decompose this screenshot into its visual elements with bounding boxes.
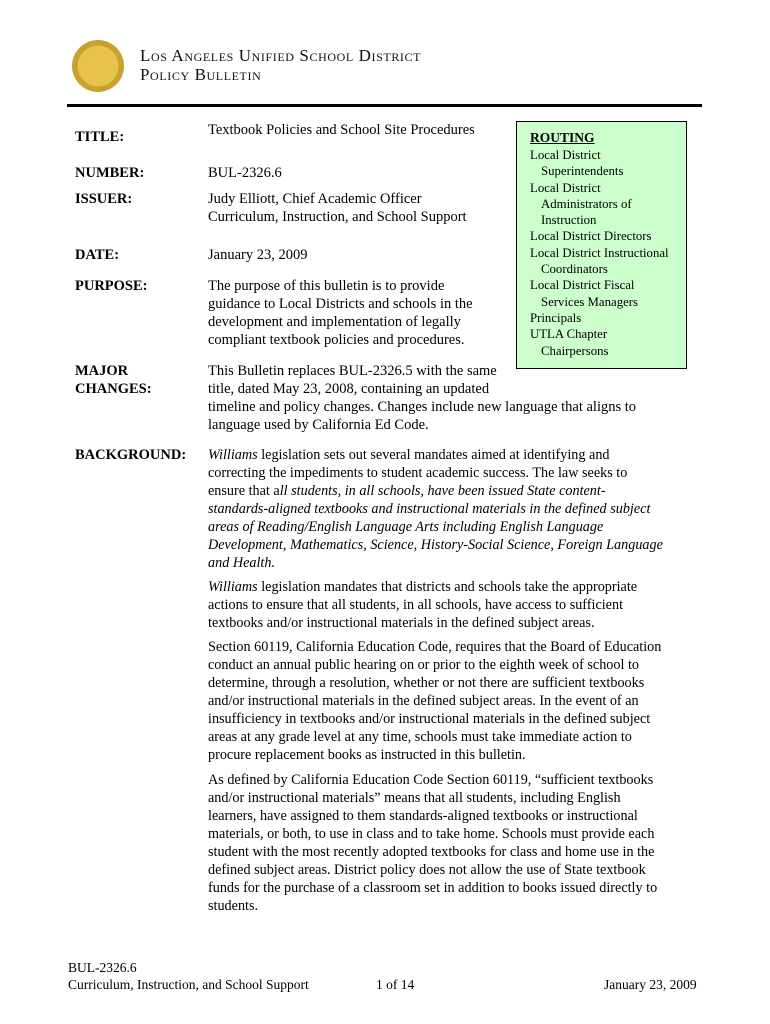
date-value: January 23, 2009: [208, 247, 308, 263]
text-run: Section 60119, California Education Code, requires that the Board of Education: [208, 639, 662, 655]
paragraph-line: [208, 674, 700, 692]
paragraph-line: [208, 746, 700, 764]
paragraph-line: [208, 536, 700, 554]
text-run: student with the most recently adopted textbooks for class and home use in the: [208, 844, 655, 860]
paragraph-line: [208, 728, 700, 746]
text-run: actions to ensure that all students, in all schools, have access to sufficient: [208, 597, 624, 613]
purpose-text: [208, 277, 473, 349]
paragraph-line: [208, 554, 700, 572]
routing-item: [530, 326, 678, 359]
routing-item-line: UTLA Chapter: [530, 327, 608, 342]
text-run: students.: [208, 898, 259, 914]
routing-title: ROUTING: [530, 130, 595, 145]
number-label: NUMBER:: [75, 165, 145, 181]
text-run: procure replacement books as instructed in this bulletin.: [208, 747, 526, 763]
italic-text-run: and Health.: [208, 555, 275, 571]
routing-item: [530, 245, 678, 278]
title-value: Textbook Policies and School Site Procedures: [208, 122, 475, 138]
background-paragraph-4: [208, 771, 700, 915]
paragraph-line: [208, 518, 700, 536]
footer-division: Curriculum, Instruction, and School Support: [68, 977, 309, 992]
routing-item-line: Local District Directors: [530, 229, 652, 244]
major-line: language used by California Ed Code.: [208, 417, 429, 433]
paragraph-line: [208, 464, 700, 482]
paragraph-line: [208, 843, 700, 861]
purpose-line: guidance to Local Districts and schools in the: [208, 296, 473, 312]
purpose-line: development and implementation of legally: [208, 314, 461, 330]
major-changes-label: [75, 362, 152, 398]
routing-item: [530, 277, 678, 310]
paragraph-line: [208, 692, 700, 710]
paragraph-line: [208, 807, 700, 825]
issuer-value: [208, 190, 467, 226]
routing-item-line: Local District: [530, 148, 601, 162]
paragraph-line: [208, 789, 700, 807]
routing-item-line: Local District: [530, 180, 601, 195]
routing-item-line: Chairpersons: [541, 343, 609, 358]
text-run: As defined by California Education Code Section 60119, “sufficient textbooks: [208, 772, 654, 788]
paragraph-line: [208, 656, 700, 674]
text-run: materials, or both, to use in class and to take home. Schools must provide each: [208, 826, 655, 842]
footer-date: January 23, 2009: [604, 977, 697, 992]
paragraph-line: [208, 446, 700, 464]
text-run: textbooks and/or instructional materials in the defined subject areas.: [208, 615, 595, 631]
routing-item-line: Coordinators: [541, 262, 608, 277]
paragraph-line: [208, 500, 700, 518]
footer-page-number: 1 of 14: [376, 977, 415, 992]
paragraph-line: [208, 825, 700, 843]
text-run: ensure that a: [208, 483, 280, 499]
district-seal-logo: [72, 40, 124, 92]
purpose-line: compliant textbook policies and procedures.: [208, 332, 465, 348]
major-label-line: MAJOR: [75, 363, 129, 379]
italic-text-run: Development, Mathematics, Science, History-Social Science, Foreign Language: [208, 537, 663, 553]
routing-item: [530, 228, 678, 244]
text-run: and/or instructional materials” means that all students, including English: [208, 790, 621, 806]
text-run: and/or instructional materials in the defined subject areas. In the event of an: [208, 693, 639, 709]
document-header: [140, 46, 421, 84]
routing-item-line: Services Managers: [541, 294, 639, 309]
number-value: BUL-2326.6: [208, 165, 282, 181]
routing-item-line: Administrators of: [541, 196, 632, 211]
paragraph-line: [208, 482, 700, 500]
text-run: defined subject areas. District policy does not allow the use of State textbook: [208, 862, 646, 878]
text-run: learners, have assigned to them standards-aligned textbooks or instructional: [208, 808, 638, 824]
italic-text-run: Williams: [208, 447, 258, 463]
paragraph-line: [208, 861, 700, 879]
text-run: conduct an annual public hearing on or prior to the eighth week of school to: [208, 657, 640, 673]
major-line: timeline and policy changes. Changes include new language that aligns to: [208, 399, 637, 415]
text-run: legislation mandates that districts and schools take the appropriate: [257, 579, 638, 595]
header-divider: [67, 104, 702, 107]
routing-item: [530, 147, 678, 180]
text-run: funds for the purchase of a classroom set in addition to books issued directly to: [208, 880, 658, 896]
title-label: TITLE:: [75, 129, 125, 145]
background-paragraph-3: [208, 638, 700, 764]
paragraph-line: [208, 596, 700, 614]
routing-item: [530, 180, 678, 229]
paragraph-line: [208, 771, 700, 789]
paragraph-line: [208, 897, 700, 915]
date-label: DATE:: [75, 247, 120, 263]
routing-item-line: Instruction: [541, 213, 597, 228]
major-label-line: CHANGES:: [75, 381, 152, 397]
purpose-label: PURPOSE:: [75, 278, 148, 294]
footer-bulletin-number: BUL-2326.6: [68, 960, 137, 975]
purpose-line: The purpose of this bulletin is to provide: [208, 278, 445, 294]
routing-item-line: Local District Instructional: [530, 245, 669, 260]
bulletin-type: Policy Bulletin: [140, 65, 262, 84]
text-run: legislation sets out several mandates aimed at identifying and: [257, 447, 610, 463]
routing-item: [530, 310, 678, 326]
issuer-name: Judy Elliott, Chief Academic Officer: [208, 191, 422, 207]
italic-text-run: areas of Reading/English Language Arts including English Language: [208, 519, 604, 535]
paragraph-line: [208, 879, 700, 897]
issuer-division: Curriculum, Instruction, and School Support: [208, 209, 467, 225]
paragraph-line: [208, 710, 700, 728]
italic-text-run: ll students, in all schools, have been issued State content-: [279, 483, 606, 499]
background-paragraph-2: [208, 578, 700, 632]
paragraph-line: [208, 614, 700, 632]
text-run: correcting the impediments to student academic success. The law seeks to: [208, 465, 628, 481]
org-name: Los Angeles Unified School District: [140, 46, 422, 65]
routing-list: [530, 147, 678, 359]
routing-item-line: Principals: [530, 310, 582, 325]
issuer-label: ISSUER:: [75, 191, 133, 207]
text-run: determine, through a resolution, whether or not there are sufficient textbooks: [208, 675, 645, 691]
major-changes-text: [208, 362, 636, 434]
paragraph-line: [208, 638, 700, 656]
paragraph-line: [208, 578, 700, 596]
italic-text-run: standards-aligned textbooks and instructional materials in the defined subject: [208, 501, 651, 517]
background-paragraph-1: [208, 446, 700, 572]
routing-box: [516, 121, 687, 369]
text-run: areas at any grade level at any time, schools must take immediate action to: [208, 729, 632, 745]
routing-item-line: Local District Fiscal: [530, 278, 635, 293]
routing-item-line: Superintendents: [541, 164, 624, 179]
italic-text-run: Williams: [208, 579, 258, 595]
background-label: BACKGROUND:: [75, 447, 187, 463]
major-line: title, dated May 23, 2008, containing an updated: [208, 381, 490, 397]
major-line: This Bulletin replaces BUL-2326.5 with the same: [208, 363, 497, 379]
text-run: insufficiency in textbooks and/or instructional materials in the defined subject: [208, 711, 651, 727]
